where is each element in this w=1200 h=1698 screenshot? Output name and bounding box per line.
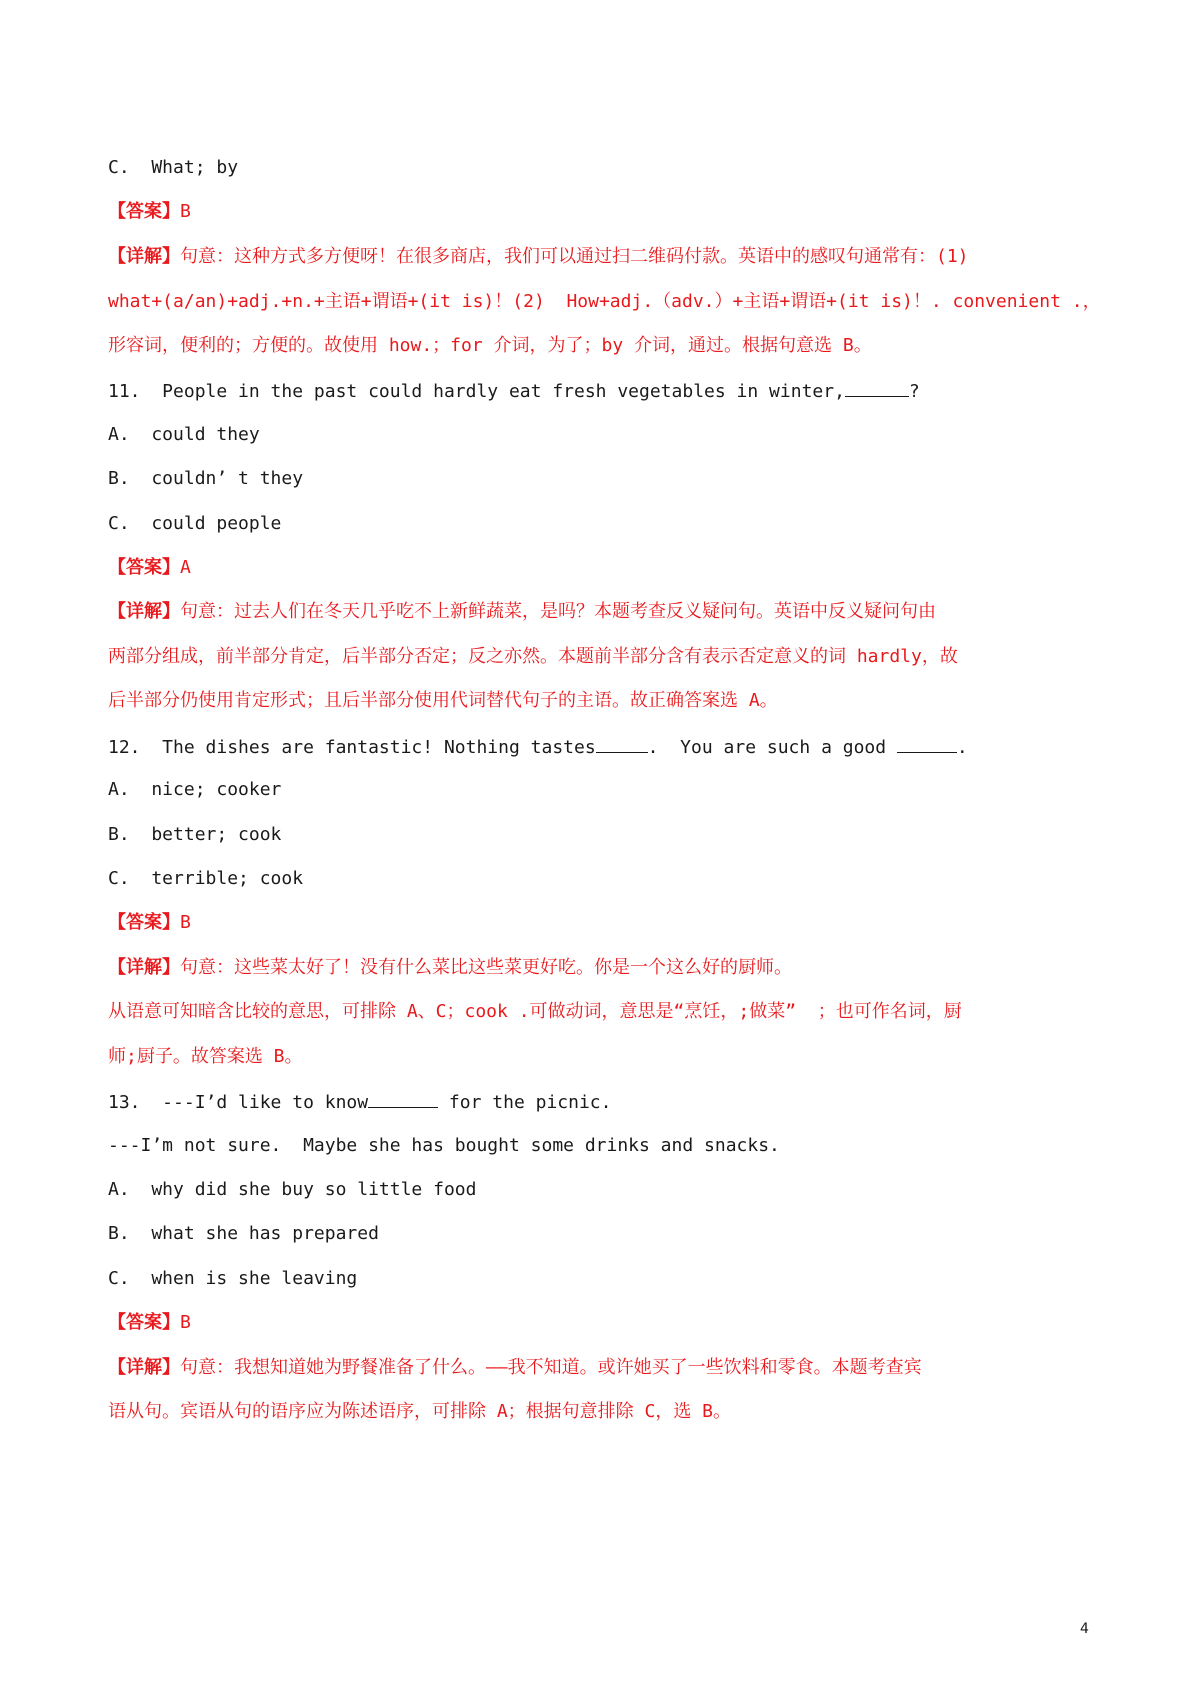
- q13-detail-line-1: 【详解】句意：我想知道她为野餐准备了什么。——我不知道。或许她买了一些饮料和零食。本题考查宾: [108, 1357, 922, 1378]
- q12-answer: 【答案】B: [108, 912, 191, 933]
- q11-stem: 11. People in the past could hardly eat fresh vegetables in winter, ?: [108, 378, 1100, 404]
- q12-option-c: C. terrible; cook: [108, 868, 304, 889]
- q10-answer: 【答案】B: [108, 201, 191, 222]
- q13-stem-response: ---I’m not sure. Maybe she has bought some drinks and snacks.: [108, 1135, 780, 1156]
- q11-detail-line-3: 后半部分仍使用肯定形式；且后半部分使用代词替代句子的主语。故正确答案选 A。: [108, 690, 778, 711]
- q12-stem: 12. The dishes are fantastic! Nothing tastes . You are such a good .: [108, 734, 1100, 760]
- q13-answer: 【答案】B: [108, 1312, 191, 1333]
- q12-detail-line-3: 师;厨子。故答案选 B。: [108, 1046, 303, 1067]
- q12-option-b: B. better; cook: [108, 824, 282, 845]
- q12-option-a: A. nice; cooker: [108, 779, 282, 800]
- q11-detail-line-2: 两部分组成，前半部分肯定，后半部分否定；反之亦然。本题前半部分含有表示否定意义的词 hardly，故: [108, 646, 958, 667]
- q10-detail-line-3: 形容词，便利的；方便的。故使用 how.；for 介词，为了；by 介词，通过。根据句意选 B。: [108, 335, 872, 356]
- q13-option-c: C. when is she leaving: [108, 1268, 358, 1289]
- q11-option-b: B. couldn’ t they: [108, 468, 304, 489]
- answer-blank: [596, 734, 648, 753]
- q11-option-c: C. could people: [108, 513, 282, 534]
- q11-answer: 【答案】A: [108, 557, 191, 578]
- answer-blank: [845, 378, 909, 397]
- q12-detail-line-1: 【详解】句意：这些菜太好了！没有什么菜比这些菜更好吃。你是一个这么好的厨师。: [108, 957, 792, 978]
- q13-stem: 13. ---I’d like to know for the picnic.: [108, 1089, 1100, 1115]
- q13-detail-line-2: 语从句。宾语从句的语序应为陈述语序，可排除 A；根据句意排除 C，选 B。: [108, 1401, 732, 1422]
- q12-detail-line-2: 从语意可知暗含比较的意思，可排除 A、C；cook .可做动词，意思是“烹饪，;做菜” ；也可作名词，厨: [108, 1001, 962, 1022]
- q13-option-a: A. why did she buy so little food: [108, 1179, 477, 1200]
- q11-option-a: A. could they: [108, 424, 260, 445]
- page-number: 4: [1080, 1621, 1089, 1637]
- q10-option-c: C. What; by: [108, 157, 239, 178]
- answer-blank: [368, 1089, 438, 1108]
- q10-detail-line-1: 【详解】句意：这种方式多方便呀！在很多商店，我们可以通过扫二维码付款。英语中的感叹句通常有：(1): [108, 246, 969, 267]
- q13-option-b: B. what she has prepared: [108, 1223, 379, 1244]
- q10-detail-line-2: what+(a/an)+adj.+n.+主语+谓语+(it is)！(2) How+adj.（adv.）+主语+谓语+(it is)！. convenient .，: [108, 291, 1101, 312]
- q11-detail-line-1: 【详解】句意：过去人们在冬天几乎吃不上新鲜蔬菜，是吗？本题考查反义疑问句。英语中反义疑问句由: [108, 601, 936, 622]
- answer-blank: [897, 734, 957, 753]
